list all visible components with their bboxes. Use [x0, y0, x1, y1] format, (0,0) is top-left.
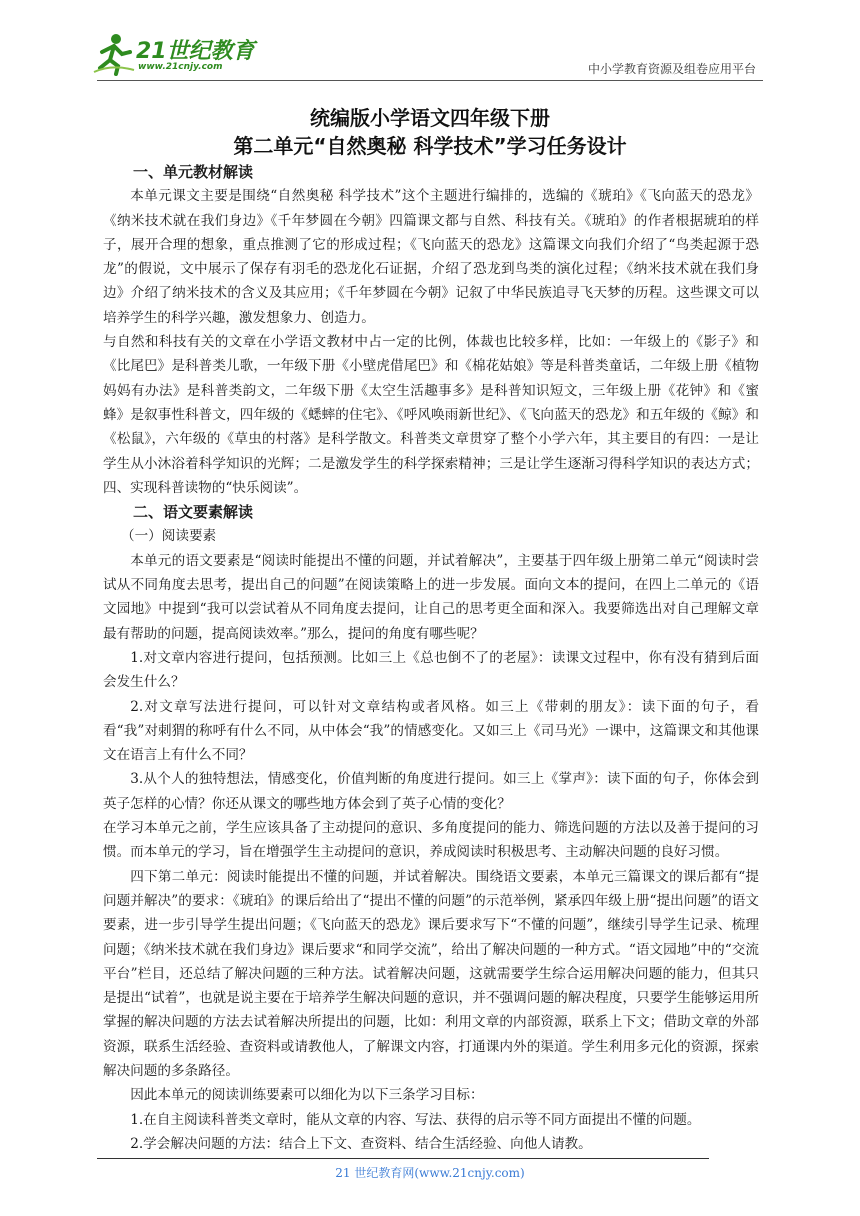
paragraph: 3.从个人的独特想法，情感变化，价值判断的角度进行提问。如三上《掌声》：读下面的句子，你体会到英子怎样的心情？你还从课文的哪些地方体会到了英子心情的变化？ — [103, 771, 759, 812]
document-title-line2: 第二单元“自然奥秘 科学技术”学习任务设计 — [233, 134, 627, 158]
paragraph: 1.在自主阅读科普类文章时，能从文章的内容、写法、获得的启示等不同方面提出不懂的问题。 — [130, 1111, 701, 1128]
paragraph: 与自然和科技有关的文章在小学语文教材中占一定的比例，体裁也比较多样，比如：一年级上的《影子》和《比尾巴》是科普类儿歌，一年级下册《小壁虎借尾巴》和《棉花姑娘》等是科普类童话，二年级上册《植物妈妈有办法》是科普类韵文，二年级下册《太空生活趣事多》是科普知识短文，三年级上册《花钟》和《蜜蜂》是叙事性科普文，四年级的《蟋蟀的住宅》、《呼风唤雨新世纪》、《飞向蓝天的恐龙》和五年级的《鲸》和《松鼠》，六年级的《草虫的村落》是科学散文。科普类文章贯穿了整个小学六年，其主要目的有四：一是让学生从小沐浴着科学知识的光辉；二是激发学生的科学探索精神；三是让学生逐渐习得科学知识的表达方式；四、实现科普读物的“快乐阅读”。 — [103, 334, 759, 496]
subsection-heading: （一）阅读要素 — [121, 528, 217, 545]
document-body — [103, 160, 759, 1156]
paragraph: 因此本单元的阅读训练要素可以细化为以下三条学习目标： — [130, 1087, 484, 1104]
footer-divider — [97, 1158, 709, 1159]
footer-link[interactable]: 21 世纪教育网(www.21cnjy.com) — [335, 1166, 525, 1180]
section-heading: 二、语文要素解读 — [133, 503, 254, 522]
logo-text: 21世纪教育 — [136, 39, 255, 64]
page-header — [0, 0, 860, 90]
paragraph: 2.对文章写法进行提问，可以针对文章结构或者风格。如三上《带刺的朋友》：读下面的句子，看看“我”对刺猬的称呼有什么不同，从中体会“我”的情感变化。又如三上《司马光》一课中，这篇课文和其他课文在语言上有什么不同？ — [103, 698, 759, 764]
section-heading: 一、单元教材解读 — [133, 163, 254, 181]
document-title-line1: 统编版小学语文四年级下册 — [310, 106, 550, 130]
paragraph: 1.对文章内容进行提问，包括预测。比如三上《总也倒不了的老屋》：读课文过程中，你有没有猜到后面会发生什么？ — [103, 649, 759, 691]
paragraph: 2.学会解决问题的方法：结合上下文、查资料、结合生活经验、向他人请教。 — [130, 1135, 592, 1152]
paragraph: 四下第二单元：阅读时能提出不懂的问题，并试着解决。围绕语文要素，本单元三篇课文的课后都有“提问题并解决”的要求：《琥珀》的课后给出了“提出不懂的问题”的示范举例，紧承四年级上册“提出问题”的语文要素，进一步引导学生提出问题；《飞向蓝天的恐龙》课后要求写下“不懂的问题”，继续引导学生记录、梳理问题；《纳米技术就在我们身边》课后要求“和同学交流”，给出了解决问题的一种方式。“语文园地”中的“交流平台”栏目，还总结了解决问题的三种方法。试着解决问题，这就需要学生综合运用解决问题的能力，但其只是提出“试着”，也就是说主要在于培养学生解决问题的意识，并不强调问题的解决程度，只要学生能够运用所掌握的解决问题的方法去试着解决所提出的问题，比如：利用文章的内部资源，联系上下文；借助文章的外部资源，联系生活经验、查资料或请教他人，了解课文内容，打通课内外的渠道。学生利用多元化的资源，探索解决问题的多条路径。 — [103, 868, 759, 1079]
paragraph: 本单元课文主要是围绕“自然奥秘 科学技术”这个主题进行编排的，选编的《琥珀》《飞向蓝天的恐龙》《纳米技术就在我们身边》《千年梦圆在今朝》四篇课文都与自然、科技有关。《琥珀》的作者根据琥珀的样子，展开合理的想象，重点推测了它的形成过程；《飞向蓝天的恐龙》这篇课文向我们介绍了“鸟类起源于恐龙”的假说，文中展示了保存有羽毛的恐龙化石证据，介绍了恐龙到鸟类的演化过程；《纳米技术就在我们身边》介绍了纳米技术的含义及其应用；《千年梦圆在今朝》记叙了中华民族追寻飞天梦的历程。这些课文可以培养学生的科学兴趣，激发想象力、创造力。 — [103, 188, 759, 326]
paragraph: 在学习本单元之前，学生应该具备了主动提问的意识、多角度提问的能力、筛选问题的方法以及善于提问的习惯。而本单元的学习，旨在增强学生主动提问的意识，养成阅读时积极思考、主动解决问题的良好习惯。 — [103, 820, 759, 861]
platform-name: 中小学教育资源及组卷应用平台 — [587, 62, 756, 76]
logo-url: www.21cnjy.com — [138, 62, 223, 72]
paragraph: 本单元的语文要素是“阅读时能提出不懂的问题，并试着解决”，主要基于四年级上册第二单元“阅读时尝试从不同角度去思考，提出自己的问题”在阅读策略上的进一步发展。面向文本的提问，在四上二单元的《语文园地》中提到“我可以尝试着从不同角度去提问，让自己的思考更全面和深入。我要筛选出对自己理解文章最有帮助的问题，提高阅读效率。”那么，提问的角度有哪些呢？ — [103, 552, 759, 642]
header-divider — [97, 80, 763, 81]
runner-logo-icon — [92, 32, 136, 76]
site-logo[interactable] — [92, 32, 262, 78]
